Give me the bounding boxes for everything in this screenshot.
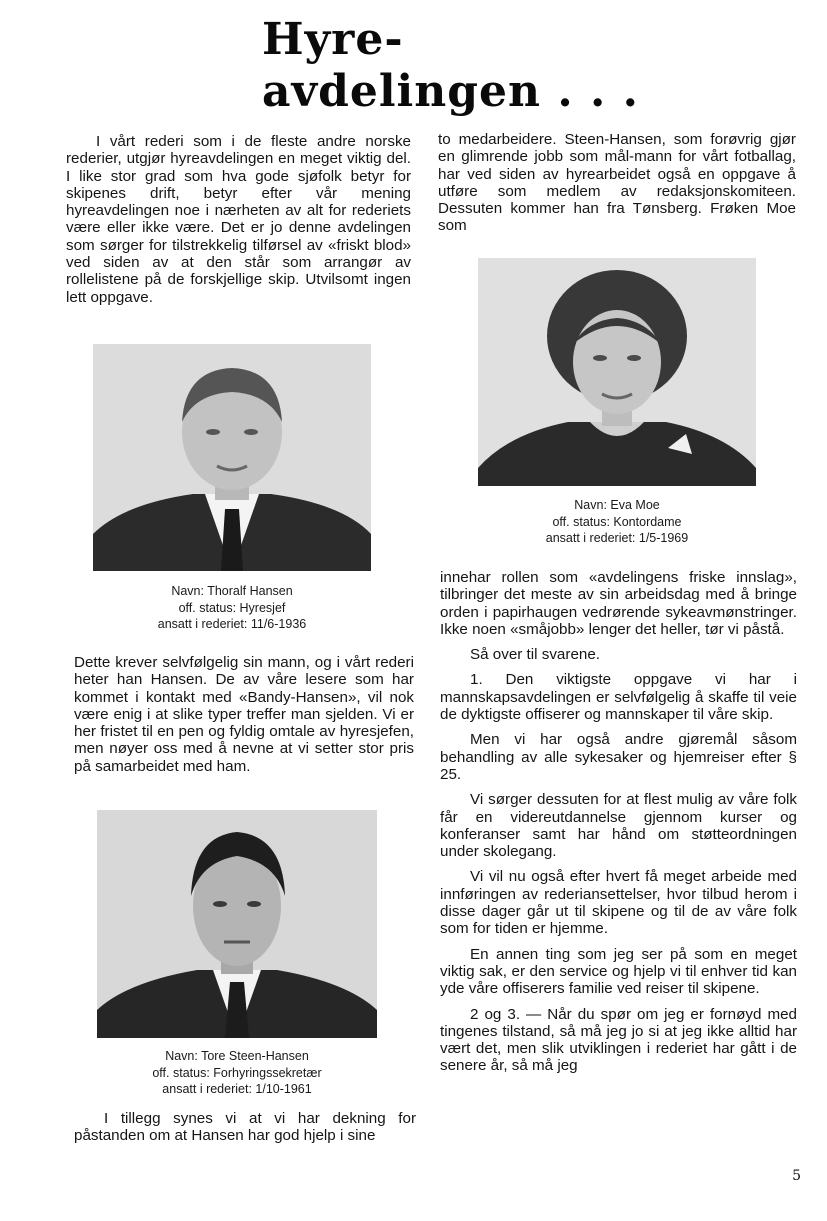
intro-paragraph xyxy=(66,133,411,306)
answer-1c-text: Vi sørger dessuten for at flest mulig av våre folk får en videreutdannelse gjennom kurser og konferanser samt har hånd om støtteordningen under skolegang. xyxy=(440,791,797,861)
caption-status: off. status: Forhyringssekretær xyxy=(152,1065,322,1080)
portrait-woman-image xyxy=(478,258,756,486)
answer-1-text: 1. Den viktigste oppgave vi har i mannskapsavdelingen er selvfølgelig å skaffe til veie de dyktigste offiserer og mannskaper til våre skip. xyxy=(440,671,797,724)
caption-thoralf-hansen xyxy=(93,583,371,633)
caption-tore-steen-hansen xyxy=(97,1048,377,1098)
portrait-man-younger-image xyxy=(97,810,377,1038)
page-number: 5 xyxy=(792,1168,801,1184)
answer-1d-text: Vi vil nu også efter hvert få meget arbeide med innføringen av rederiansettelser, hvor tilbud herom i disse dager går ut til skipene og til de av våre folk som for tiden er hjemme. xyxy=(440,868,797,938)
article-title-line-2: avdelingen . . . xyxy=(262,66,639,117)
tillegg-paragraph xyxy=(74,1110,416,1145)
answer-1b-text: Men vi har også andre gjøremål såsom behandling av alle sykesaker og hjemreiser efter § 25. xyxy=(440,731,797,783)
caption-status: off. status: Kontordame xyxy=(552,514,682,529)
hansen-text: Dette krever selvfølgelig sin mann, og i vårt rederi heter han Hansen. De av våre lesere som har kommet i kontakt med «Bandy-Hansen», vil nok være enig i at slike typer treffer man sjelden. Vi er her fristet til en pen og fyldig omtale av hyresjefen, men nøyer oss med å nevne at vi setter stor pris på samarbeidet med ham. xyxy=(74,654,414,775)
answers-column xyxy=(440,569,797,1083)
medarbeidere-paragraph xyxy=(438,131,796,235)
portrait-thoralf-hansen xyxy=(93,344,371,571)
portrait-eva-moe xyxy=(478,258,756,486)
intro-text: I vårt rederi som i de fleste andre norske rederier, utgjør hyreavdelingen en meget viktig del. I like stor grad som hva gode sjøfolk betyr for skipenes drift, betyr efter vår mening hyreavdelingen noe i nærheten av alt for rederiets være eller ikke være. Det er jo denne avdelingen som sørger for tilstrekkelig tilførsel av «friskt blod» ved siden av at den står som arrangør av rollelistene på de forskjellige skip. Utvilsomt ingen lett oppgave. xyxy=(66,133,411,306)
answer-2-3-text: 2 og 3. — Når du spør om jeg er fornøyd med tingenes tilstand, så må jeg jo si at jeg ikke alltid har vært det, men slik utviklingen i rederiet har gått i de senere år, så må jeg xyxy=(440,1005,797,1075)
innehar-text: innehar rollen som «avdelingens friske innslag», tilbringer det meste av sin arbeidsdag med å bringe orden i papirhaugen vedrørende sykeavmønstringer. Ikke noen «småjobb» lenger det heller, tør vi påstå. xyxy=(440,569,797,638)
caption-hired: ansatt i rederiet: 1/5-1969 xyxy=(545,531,689,545)
caption-hired: ansatt i rederiet: 11/6-1936 xyxy=(157,617,307,631)
medarbeidere-text: to medarbeidere. Steen-Hansen, som forøvrig gjør en glimrende jobb som mål-mann for vårt fotballag, har ved siden av hyrearbeidet også en oppgave å utføre som medlem av redaksjonskomiteen. Dessuten kommer han fra Tønsberg. Frøken Moe som xyxy=(438,131,796,235)
caption-hired: ansatt i rederiet: 1/10-1961 xyxy=(162,1082,312,1096)
caption-eva-moe xyxy=(478,497,756,547)
svarene-text: Så over til svarene. xyxy=(470,646,600,664)
portrait-tore-steen-hansen xyxy=(97,810,377,1038)
caption-name: Navn: Eva Moe xyxy=(574,498,660,512)
article-title-line-1: Hyre- xyxy=(262,14,404,65)
portrait-man-older-image xyxy=(93,344,371,571)
caption-status: off. status: Hyresjef xyxy=(178,600,286,615)
answer-1e-text: En annen ting som jeg ser på som en meget viktig sak, er den service og hjelp vi til enhver tid kan yde våre offiserers familie ved reiser til skipene. xyxy=(440,945,797,998)
hansen-paragraph xyxy=(74,654,414,775)
caption-name: Navn: Thoralf Hansen xyxy=(171,584,293,598)
caption-name: Navn: Tore Steen-Hansen xyxy=(165,1049,309,1063)
tillegg-text: I tillegg synes vi at vi har dekning for påstanden om at Hansen har god hjelp i sine xyxy=(74,1110,416,1145)
